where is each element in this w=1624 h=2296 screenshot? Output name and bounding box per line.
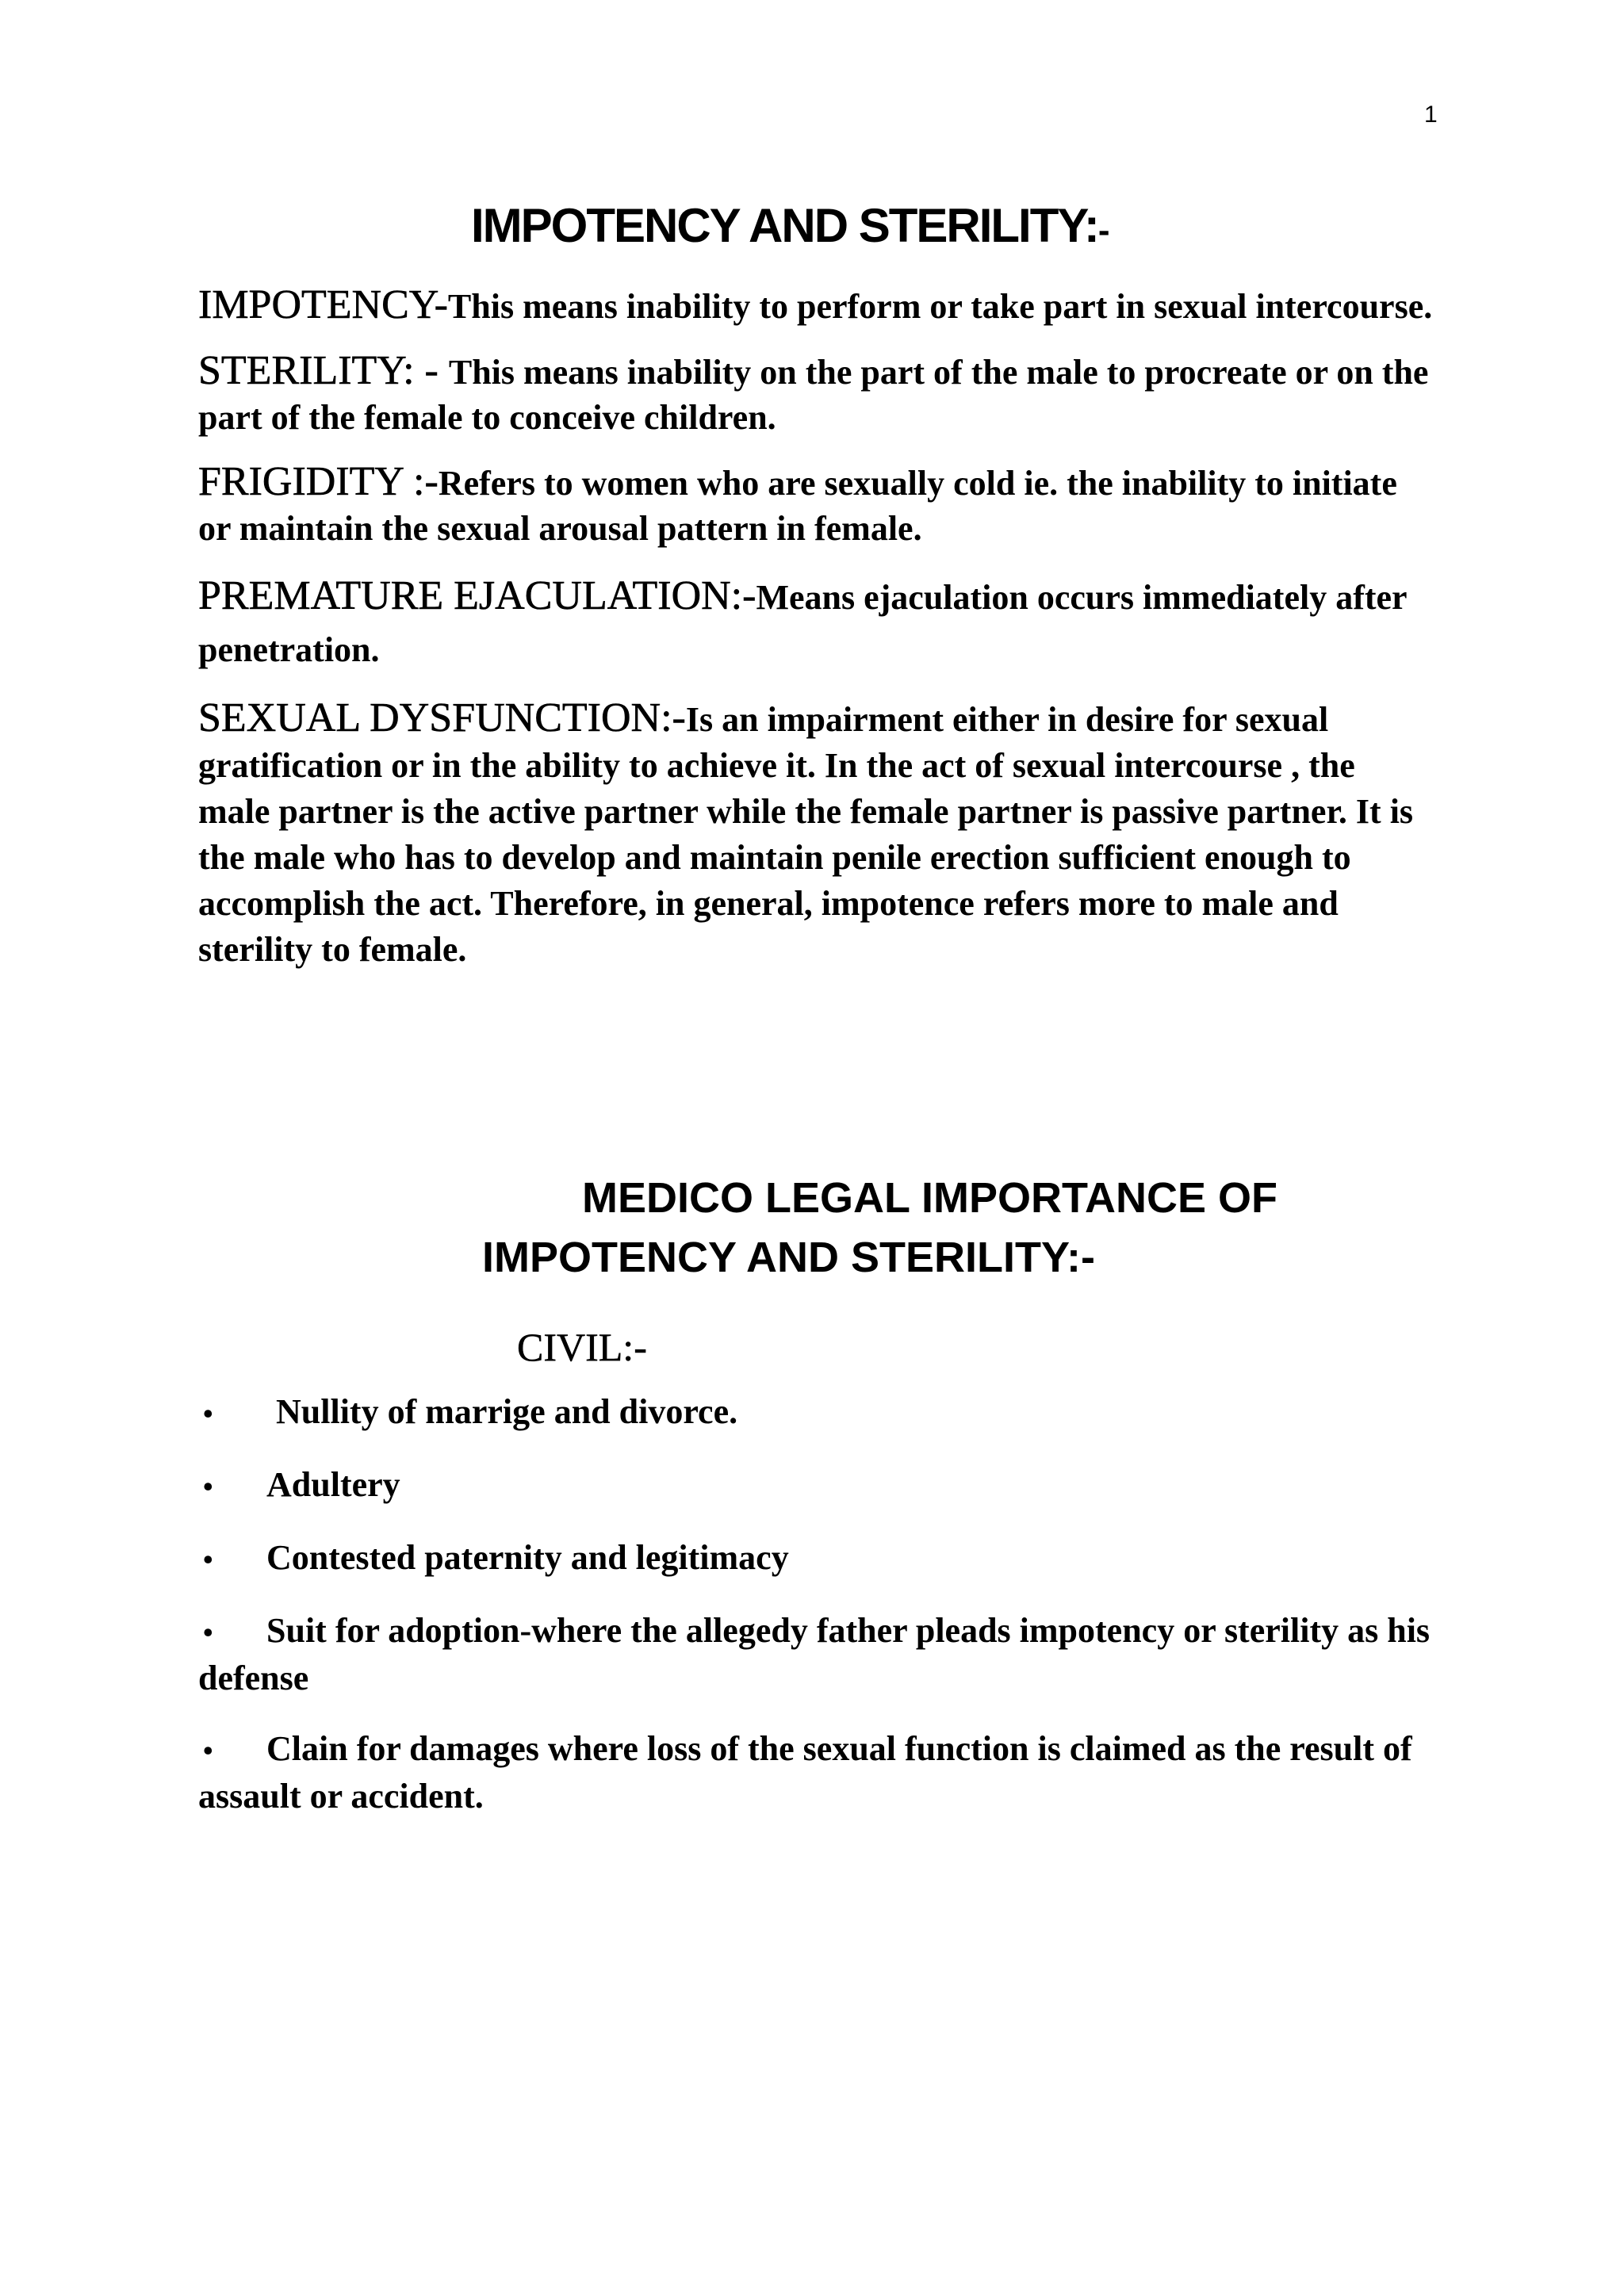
section-heading-line1: MEDICO LEGAL IMPORTANCE OF	[582, 1174, 1277, 1222]
list-item-text: Nullity of marrige and divorce.	[276, 1392, 738, 1431]
bullet-icon: •	[203, 1735, 213, 1766]
list-item	[198, 1462, 1435, 1510]
definition-frigidity	[198, 459, 1435, 551]
page-number: 1	[1424, 101, 1438, 128]
definition-text: This means inability to perform or take part in sexual intercourse.	[447, 287, 1433, 326]
definition-term: STERILITY: -	[198, 348, 449, 393]
list-item-text: Contested paternity and legitimacy	[266, 1538, 789, 1577]
list-item	[198, 1726, 1435, 1819]
bullet-icon: •	[203, 1471, 213, 1502]
list-item-text: Clain for damages where loss of the sexual function is claimed as the result of assault or accident.	[198, 1729, 1412, 1816]
list-item-text: Adultery	[266, 1465, 400, 1504]
section-heading-line2: IMPOTENCY AND STERILITY:-	[482, 1234, 1096, 1281]
definition-term: FRIGIDITY :-	[198, 459, 439, 504]
definition-sexual-dysfunction	[198, 695, 1435, 973]
page-title-text: IMPOTENCY AND STERILITY:	[471, 199, 1098, 252]
list-item	[198, 1608, 1435, 1701]
definition-premature-ejaculation	[198, 570, 1435, 676]
definition-term: SEXUAL DYSFUNCTION:-	[198, 695, 686, 740]
definition-text: Refers to women who are sexually cold ie. the inability to initiate or maintain the sexual arousal pattern in female.	[198, 464, 1397, 548]
page-title	[471, 198, 1109, 253]
definition-impotency	[198, 282, 1435, 329]
list-item-text: Suit for adoption-where the allegedy father pleads impotency or sterility as his defense	[198, 1611, 1431, 1697]
bullet-icon: •	[203, 1398, 213, 1429]
definition-term: IMPOTENCY-	[198, 282, 448, 327]
definitions-block	[198, 282, 1435, 992]
definition-text: Is an impairment either in desire for sexual gratification or in the ability to achieve it. In the act of sexual intercourse , the male partner is the active partner while the female partner is passive partner. It is the male who has to develop and maintain penile erection sufficient enough to accomplish the act. Therefore, in general, impotence refers more to male and sterility to female.	[198, 700, 1414, 969]
page-title-dash: -	[1097, 211, 1109, 250]
bullet-icon: •	[203, 1617, 213, 1648]
list-item	[198, 1389, 1435, 1437]
definition-term: PREMATURE EJACULATION:-	[198, 573, 756, 618]
definition-sterility	[198, 348, 1435, 440]
civil-subheading: CIVIL:-	[517, 1325, 647, 1369]
definition-text: This means inability on the part of the male to procreate or on the part of the female to conceive children.	[198, 353, 1429, 437]
civil-list	[198, 1389, 1435, 1844]
definition-text: Means ejaculation occurs immediately after penetration.	[198, 578, 1407, 669]
bullet-icon: •	[203, 1544, 213, 1575]
list-item	[198, 1535, 1435, 1582]
